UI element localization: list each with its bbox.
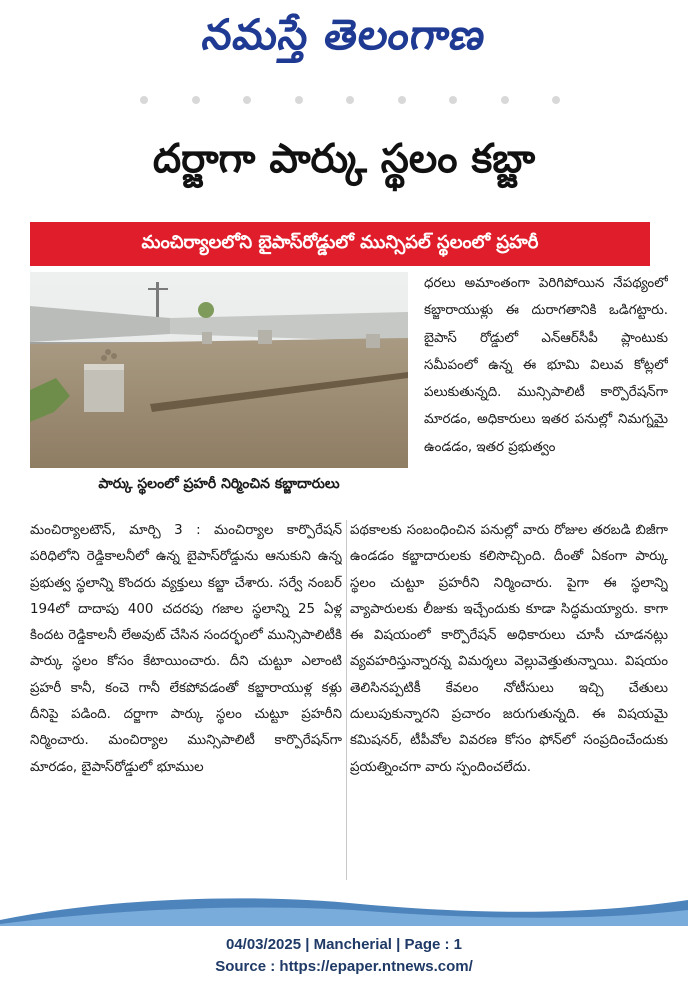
- column-divider: [346, 520, 347, 880]
- subheadline-banner: [30, 222, 650, 266]
- article-headline: దర్జాగా పార్కు స్థలం కబ్జా: [152, 136, 536, 182]
- photo-caption: పార్కు స్థలంలో ప్రహరీ నిర్మించిన కబ్జాదారులు: [98, 475, 340, 492]
- article-column-right-top: [424, 270, 668, 518]
- paragraph: పథకాలకు సంబంధించిన పనుల్లో వారు రోజుల తరబడి బిజీగా ఉండడం కబ్జాదారులకు కలిసొచ్చింది. దీంతో ఏకంగా పార్కు స్థలం చుట్టూ ప్రహరీని నిర్మించారు. పైగా ఈ స్థలాన్ని వ్యాపారులకు లీజుకు ఇచ్చేందుకు కూడా సిద్ధమయ్యారు. కాగా ఈ విషయంలో కార్పొరేషన్ అధికారులు చూసీ చూడనట్లు వ్యవహరిస్తున్నారన్న విమర్శలు వెల్లువెత్తుతున్నాయి. విషయం తెలిసినప్పటికీ కేవలం నోటీసులు ఇచ్చి చేతులు దులుపుకున్నారని ప్రచారం జరుగుతున్నది. ఈ విషయమై కమిషనర్, టీపీవోల వివరణ కోసం ఫోన్‌లో సంప్రదించేందుకు ప్రయత్నించగా వారు స్పందించలేదు.: [350, 523, 668, 775]
- decorative-dots: [140, 96, 560, 106]
- article-subheadline: మంచిర్యాలలోని బైపాస్‌రోడ్డులో మున్సిపల్ స్థలంలో ప్రహరీ: [141, 231, 539, 253]
- article-column-right-bottom: [350, 518, 668, 888]
- edition-info: 04/03/2025 | Mancherial | Page : 1: [225, 936, 463, 953]
- source-link[interactable]: Source : https://epaper.ntnews.com/: [215, 958, 473, 975]
- construction-site-image: [30, 272, 408, 468]
- paragraph: ధరలు అమాంతంగా పెరిగిపోయిన నేపథ్యంలో కబ్జారాయుళ్లు ఈ దురాగతానికి ఒడిగట్టారు. బైపాస్ రోడ్డులో ఎన్‌ఆర్‌సీపీ ప్లాంటుకు సమీపంలో ఉన్న ఈ భూమి విలువ కోట్లలో పలుకుతున్నది. మున్సిపాలిటీ కార్పొరేషన్‌గా మారడం, అధికారులు ఇతర పనుల్లో నిమగ్నమై ఉండడం, ఇతర ప్రభుత్వం: [424, 276, 668, 455]
- masthead: [0, 0, 688, 80]
- newspaper-logo: నమస్తే తెలంగాణ: [199, 10, 490, 59]
- article-column-left: [30, 518, 342, 888]
- article-photo: [30, 272, 408, 468]
- decorative-wave: [0, 890, 688, 926]
- paragraph: మంచిర్యాలటౌన్, మార్చి 3 : మంచిర్యాల కార్పొరేషన్ పరిధిలోని రెడ్డికాలనీలో ఉన్న బైపాస్‌రోడ్డును ఆనుకుని ఉన్న ప్రభుత్వ స్థలాన్ని కొందరు వ్యక్తులు కబ్జా చేశారు. సర్వే నంబర్ 194లో దాదాపు 400 చదరపు గజాల స్థలాన్ని 25 ఏళ్ల కిందట రెడ్డికాలనీ లేఅవుట్ చేసిన సందర్భంలో మున్సిపాలిటీకి పార్కు స్థలం కోసం కేటాయించారు. దీని చుట్టూ ఎలాంటి ప్రహరీ కానీ, కంచె గానీ లేకపోవడంతో కబ్జారాయుళ్ల కళ్లు దీనిపై పడింది. దర్జాగా పార్కు స్థలం చుట్టూ ప్రహరీని నిర్మించారు. మంచిర్యాల మున్సిపాలిటీ కార్పొరేషన్‌గా మారడం, బైపాస్‌రోడ్డులో భూముల: [30, 523, 342, 775]
